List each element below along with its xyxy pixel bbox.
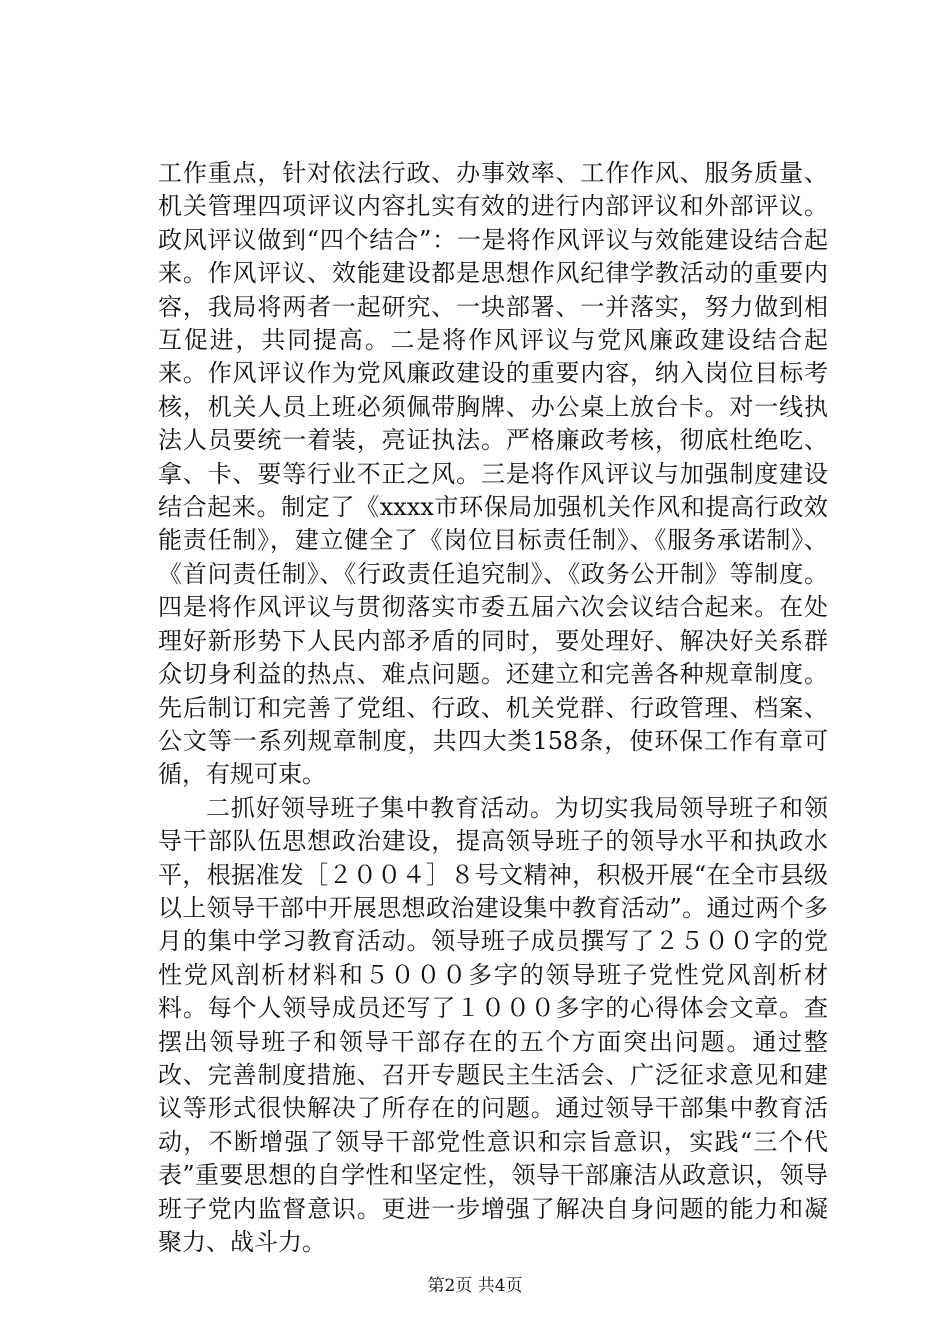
paragraph-1: 工作重点，针对依法行政、办事效率、工作作风、服务质量、机关管理四项评议内容扎实有效的进行内部评议和外部评议。政风评议做到“四个结合”：一是将作风评议与效能建设结合起来。作风评议、效能建设都是思想作风纪律学教活动的重要内容，我局将两者一起研究、一块部署、一并落实，努力做到相互促进，共同提高。二是将作风评议与党风廉政建设结合起来。作风评议作为党风廉政建设的重要内容，纳入岗位目标考核，机关人员上班必须佩带胸牌、办公桌上放台卡。对一线执法人员要统一着装，亮证执法。严格廉政考核，彻底杜绝吃、拿、卡、要等行业不正之风。三是将作风评议与加强制度建设结合起来。制定了《xxxx市环保局加强机关作风和提高行政效能责任制》，建立健全了《岗位目标责任制》、《服务承诺制》、《首问责任制》、《行政责任追究制》、《政务公开制》等制度。四是将作风评议与贯彻落实市委五届六次会议结合起来。在处理好新形势下人民内部矛盾的同时，要处理好、解决好关系群众切身利益的热点、难点问题。还建立和完善各种规章制度。先后制订和完善了党组、行政、机关党群、行政管理、档案、公文等一系列规章制度，共四大类158条，使环保工作有章可循，有规可束。 [158, 159, 828, 789]
paragraph-2: 二抓好领导班子集中教育活动。为切实我局领导班子和领导干部队伍思想政治建设，提高领导班子的领导水平和执政水平，根据准发［２００４］８号文精神，积极开展“在全市县级以上领导干部中开展思想政治建设集中教育活动”。通过两个多月的集中学习教育活动。领导班子成员撰写了２５００字的党性党风剖析材料和５０００多字的领导班子党性党风剖析材料。每个人领导成员还写了１０００多字的心得体会文章。查摆出领导班子和领导干部存在的五个方面突出问题。通过整改、完善制度措施、召开专题民主生活会、广泛征求意见和建议等形式很快解决了所存在的问题。通过领导干部集中教育活动，不断增强了领导干部党性意识和宗旨意识，实践“三个代表”重要思想的自学性和坚定性，领导干部廉洁从政意识，领导班子党内监督意识。更进一步增强了解决自身问题的能力和凝聚力、战斗力。 [158, 793, 828, 1256]
document-body [158, 157, 828, 1259]
page-footer: 第2页 共4页 [427, 1276, 523, 1296]
